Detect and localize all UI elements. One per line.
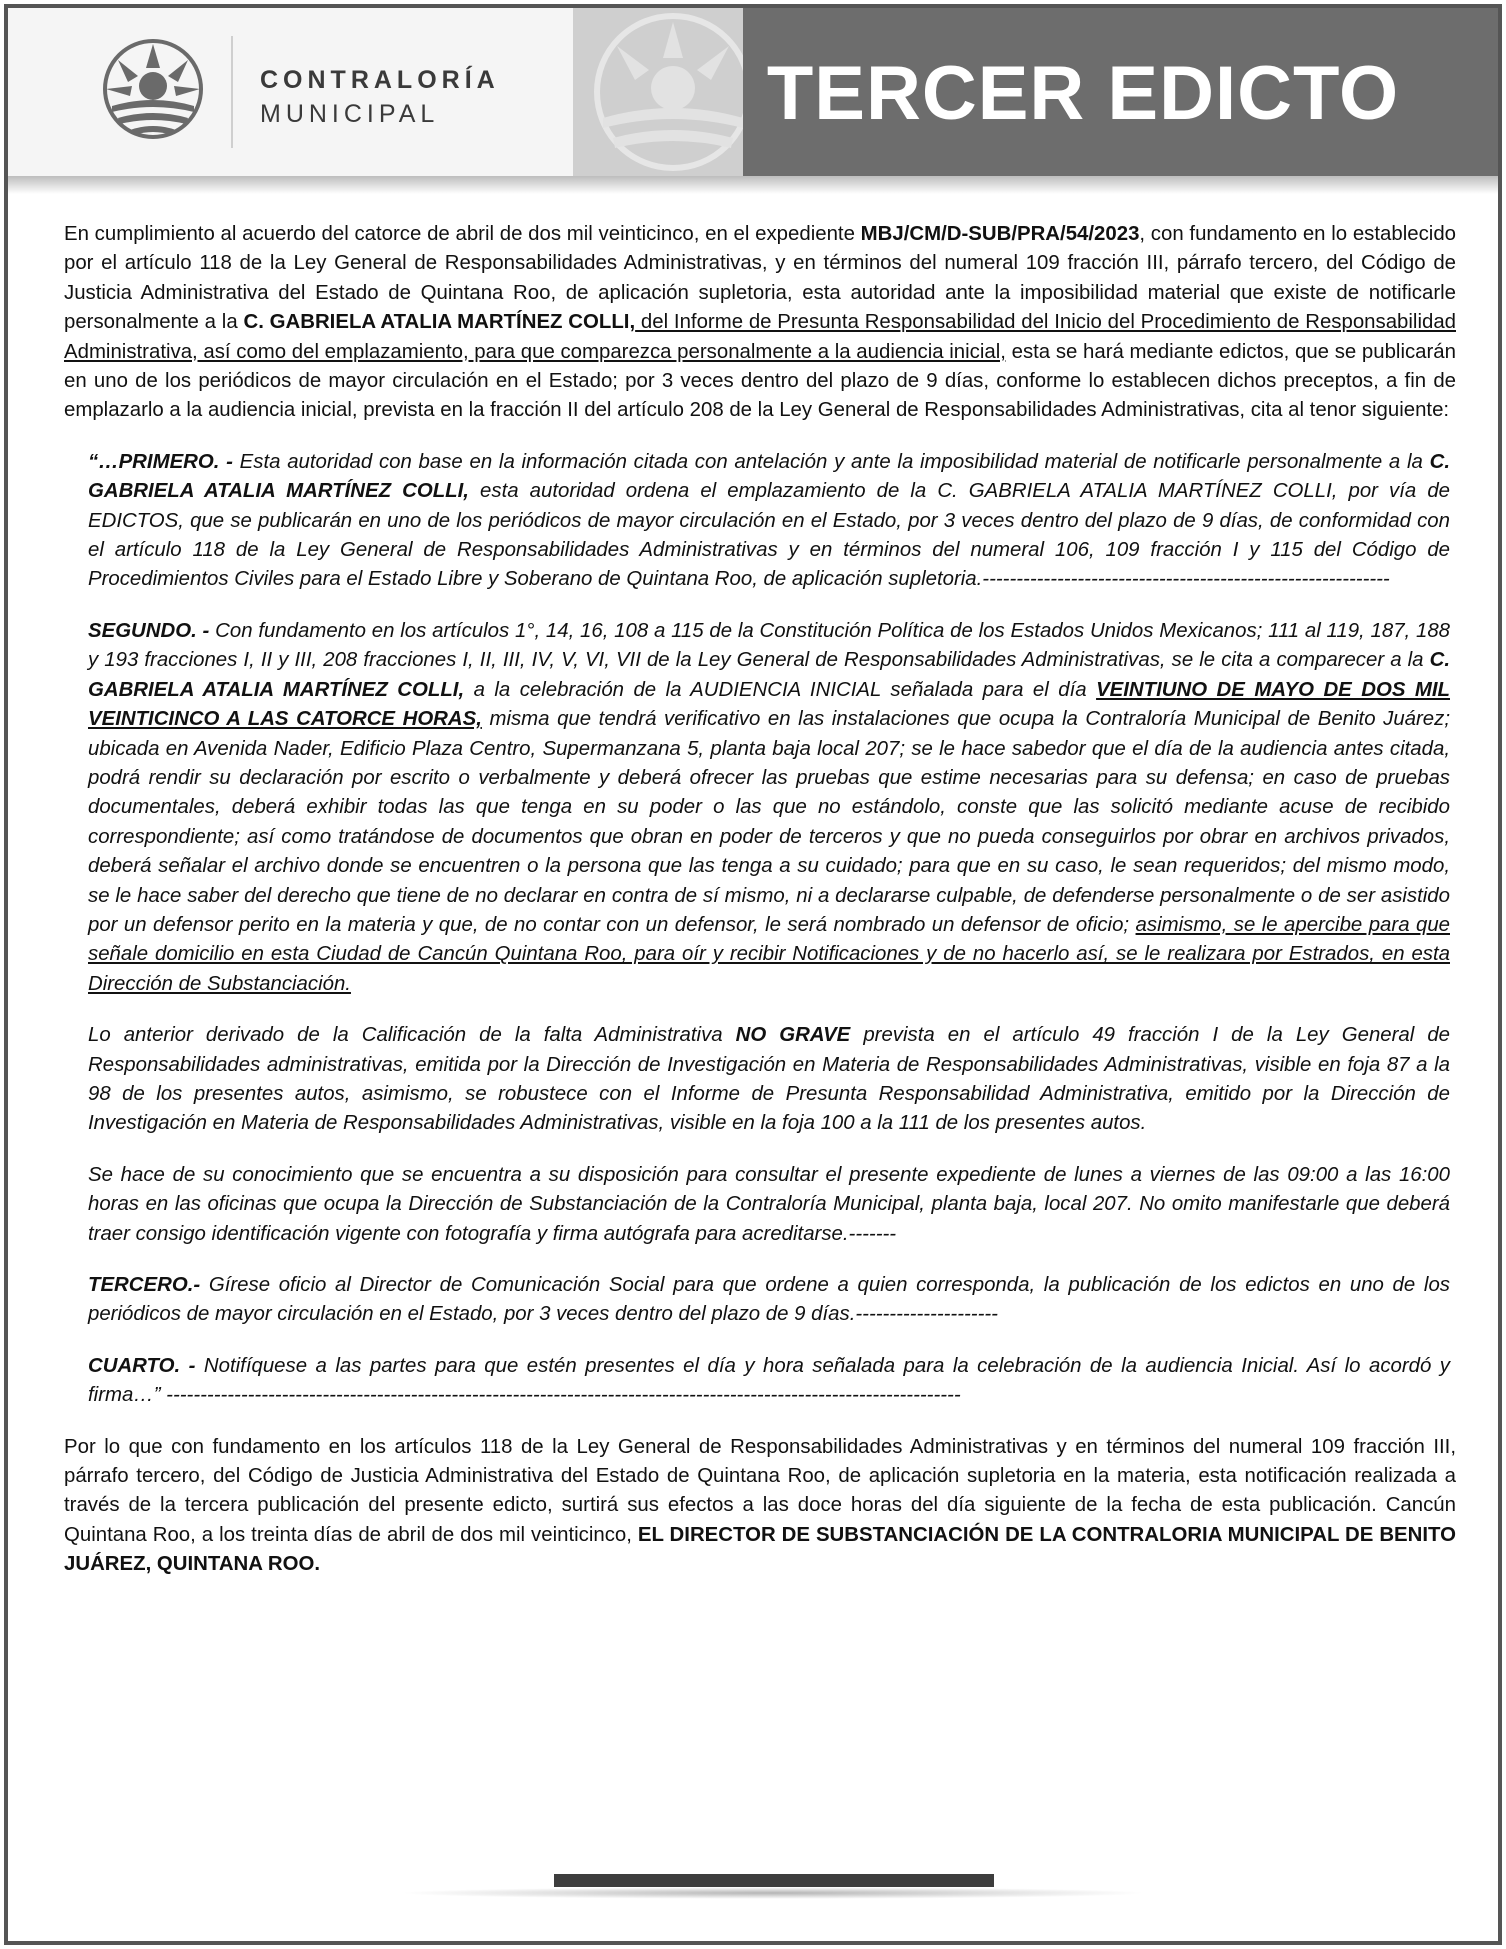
- org-name-line2: MUNICIPAL: [260, 100, 440, 128]
- org-name-line1: CONTRALORÍA: [260, 66, 500, 94]
- hearing-date: VEINTIUNO DE MAYO DE DOS MIL VEINTICINCO A LAS CATORCE HORAS,: [88, 678, 1450, 731]
- anterior-text-1: Lo anterior derivado de la Calificación de la falta Administrativa: [88, 1024, 736, 1047]
- cuarto-label: CUARTO. -: [88, 1354, 196, 1377]
- municipal-emblem-icon: [573, 8, 743, 176]
- intro-underlined: del Informe de Presunta Responsabilidad del Inicio del Procedimiento de Responsabilidad Administrativa, así como del emplazamiento, para que comparezca personalmente a la audiencia inicial,: [64, 311, 1456, 363]
- primero-label: “…PRIMERO. -: [88, 450, 233, 473]
- primero-person-name: C. GABRIELA ATALIA MARTÍNEZ COLLI,: [88, 450, 1450, 503]
- segundo-text-1: Con fundamento en los artículos 1°, 14, 16, 108 a 115 de la Constitución Política de los Estados Unidos Mexicanos; 111 al 119, 187, 188 y 193 fracciones I, II y III, 208 fracciones I, II, III, IV, V, VI, VII de la Ley General de Responsabilidades Administrativas, se le cita a comparecer a la: [88, 619, 1451, 672]
- page-title: TERCER EDICTO: [766, 51, 1400, 136]
- logo-divider: [231, 36, 233, 148]
- cuarto-paragraph: [88, 1352, 1450, 1411]
- intro-paragraph: [64, 220, 1456, 426]
- signature-line: EL DIRECTOR DE SUBSTANCIACIÓN DE LA CONTRALORIA MUNICIPAL DE BENITO JUÁREZ, QUINTANA ROO.: [64, 1523, 1456, 1576]
- primero-text-2: esta autoridad ordena el emplazamiento de la C. GABRIELA ATALIA MARTÍNEZ COLLI, por vía de EDICTOS, que se publicarán en uno de los periódicos de mayor circulación en el Estado, por 3 veces dentro del plazo de 9 días, de conformidad con el artículo 118 de la Ley General de Responsabilidades Administrativas y en términos del numeral 106, 109 fracción I y 115 del Código de Procedimientos Civiles para el Estado Libre y Soberano de Quintana Roo, de aplicación supletoria.------------------------------------------------------------: [88, 480, 1451, 591]
- offense-grade: NO GRAVE: [735, 1024, 851, 1047]
- anterior-paragraph: [88, 1021, 1450, 1139]
- segundo-person-name: C. GABRIELA ATALIA MARTÍNEZ COLLI,: [88, 649, 1450, 701]
- footer-bar: [554, 1874, 994, 1887]
- intro-text-1: En cumplimiento al acuerdo del catorce de abril de dos mil veinticinco, en el expediente: [64, 223, 861, 245]
- segundo-text-3: misma que tendrá verificativo en las instalaciones que ocupa la Contraloría Municipal de Benito Juárez; ubicada en Avenida Nader, Edificio Plaza Centro, Supermanzana 5, planta baja local 207; se le hace sabedor que el día de la audiencia antes citada, podrá rendir su declaración por escrito o verbalmente y deberá ofrecer las pruebas que estime necesarias para su defensa; en caso de pruebas documentales, deberá exhibir todas las que tenga en su poder o las que no estándolo, conste que las solicitó mediante acuse de recibido correspondiente; así como tratándose de documentos que obran en poder de terceros y que no pueda conseguirlos por obrar en archivos privados, deberá señalar el archivo donde se encuentren o la persona que las tenga a su cuidado; para que en su caso, le sean requeridos; del mismo modo, se le hace saber del derecho que tiene de no declarar en contra de sí mismo, ni a declararse culpable, de defenderse personalmente o de ser asistido por un defensor perito en la materia y que, de no contar con un defensor, le será nombrado un defensor de oficio;: [88, 708, 1450, 936]
- segundo-label: SEGUNDO. -: [88, 619, 210, 642]
- segundo-paragraph: [88, 617, 1450, 999]
- person-name: C. GABRIELA ATALIA MARTÍNEZ COLLI,: [243, 311, 636, 334]
- logo-panel: [8, 8, 573, 176]
- tercero-text: Gírese oficio al Director de Comunicación Social para que ordene a quien corresponda, la publicación de los edictos en uno de los periódicos de mayor circulación en el Estado, por 3 veces dentro del plazo de 9 días.---------------------: [88, 1274, 1450, 1326]
- tercero-paragraph: [88, 1271, 1450, 1330]
- segundo-underlined: asimismo, se le apercibe para que señale domicilio en esta Ciudad de Cancún Quintana Roo, para oír y recibir Notificaciones y de no hacerlo así, se le realizara por Estrados, en esta Dirección de Substanciación.: [88, 913, 1450, 995]
- emblem-panel: [573, 8, 743, 176]
- primero-paragraph: [88, 448, 1450, 595]
- intro-text-2: , con fundamento en lo establecido por el artículo 118 de la Ley General de Responsabilidades Administrativas, y en términos del numeral 109 fracción III, párrafo tercero, del Código de Justicia Administrativa del Estado de Quintana Roo, de aplicación supletoria, esta autoridad ante la imposibilidad material que existe de notificarle personalmente a la: [64, 223, 1457, 334]
- header-shadow: [8, 176, 1498, 194]
- conocimiento-text: Se hace de su conocimiento que se encuentra a su disposición para consultar el presente expediente de lunes a viernes de las 09:00 a las 16:00 horas en las oficinas que ocupa la Dirección de Substanciación de la Contraloría Municipal, planta baja, local 207. No omito manifestarle que deberá traer consigo identificación vigente con fotografía y firma autógrafa para acreditarse.-------: [88, 1163, 1450, 1245]
- primero-text-1: Esta autoridad con base en la información citada con antelación y ante la imposibilidad material de notificarle personalmente a la: [232, 450, 1430, 473]
- cuarto-text: Notifíquese a las partes para que estén presentes el día y hora señalada para la celebración de la audiencia Inicial. Así lo acordó y firma…” ---------------------------------------------------------------------------------------------------------------------: [88, 1354, 1450, 1407]
- title-panel: [743, 8, 1498, 176]
- segundo-text-2: a la celebración de la AUDIENCIA INICIAL señalada para el día: [464, 678, 1097, 701]
- conocimiento-paragraph: [88, 1161, 1450, 1249]
- closing-paragraph: [64, 1433, 1456, 1580]
- municipal-logo-icon: [98, 34, 208, 144]
- anterior-text-2: prevista en el artículo 49 fracción I de la Ley General de Responsabilidades administrativas, emitida por la Dirección de Investigación en Materia de Responsabilidades Administrativas, visible en foja 87 a la 98 de los presentes autos, asimismo, se robustece con el Informe de Presunta Responsabilidad Administrativa, emitido por la Dirección de Investigación en Materia de Responsabilidades Administrativas, visible en la foja 100 a la 111 de los presentes autos.: [88, 1024, 1451, 1135]
- header: [8, 8, 1498, 176]
- edict-body: [64, 220, 1456, 1580]
- intro-text-3: esta se hará mediante edictos, que se publicarán en uno de los periódicos de mayor circulación en el Estado; por 3 veces dentro del plazo de 9 días, conforme lo establecen dichos preceptos, a fin de emplazarlo a la audiencia inicial, prevista en la fracción II del artículo 208 de la Ley General de Responsabilidades Administrativas, cita al tenor siguiente:: [64, 340, 1456, 422]
- edict-page: [4, 4, 1502, 1945]
- case-number: MBJ/CM/D-SUB/PRA/54/2023: [860, 223, 1140, 245]
- closing-text: Por lo que con fundamento en los artículos 118 de la Ley General de Responsabilidades Administrativas y en términos del numeral 109 fracción III, párrafo tercero, del Código de Justicia Administrativa del Estado de Quintana Roo, de aplicación supletoria en la materia, esta notificación realizada a través de la tercera publicación del presente edicto, surtirá sus efectos a las doce horas del día siguiente de la fecha de esta publicación. Cancún Quintana Roo, a los treinta días de abril de dos mil veinticinco,: [64, 1435, 1456, 1546]
- footer-shadow: [398, 1887, 1148, 1899]
- tercero-label: TERCERO.-: [88, 1274, 201, 1296]
